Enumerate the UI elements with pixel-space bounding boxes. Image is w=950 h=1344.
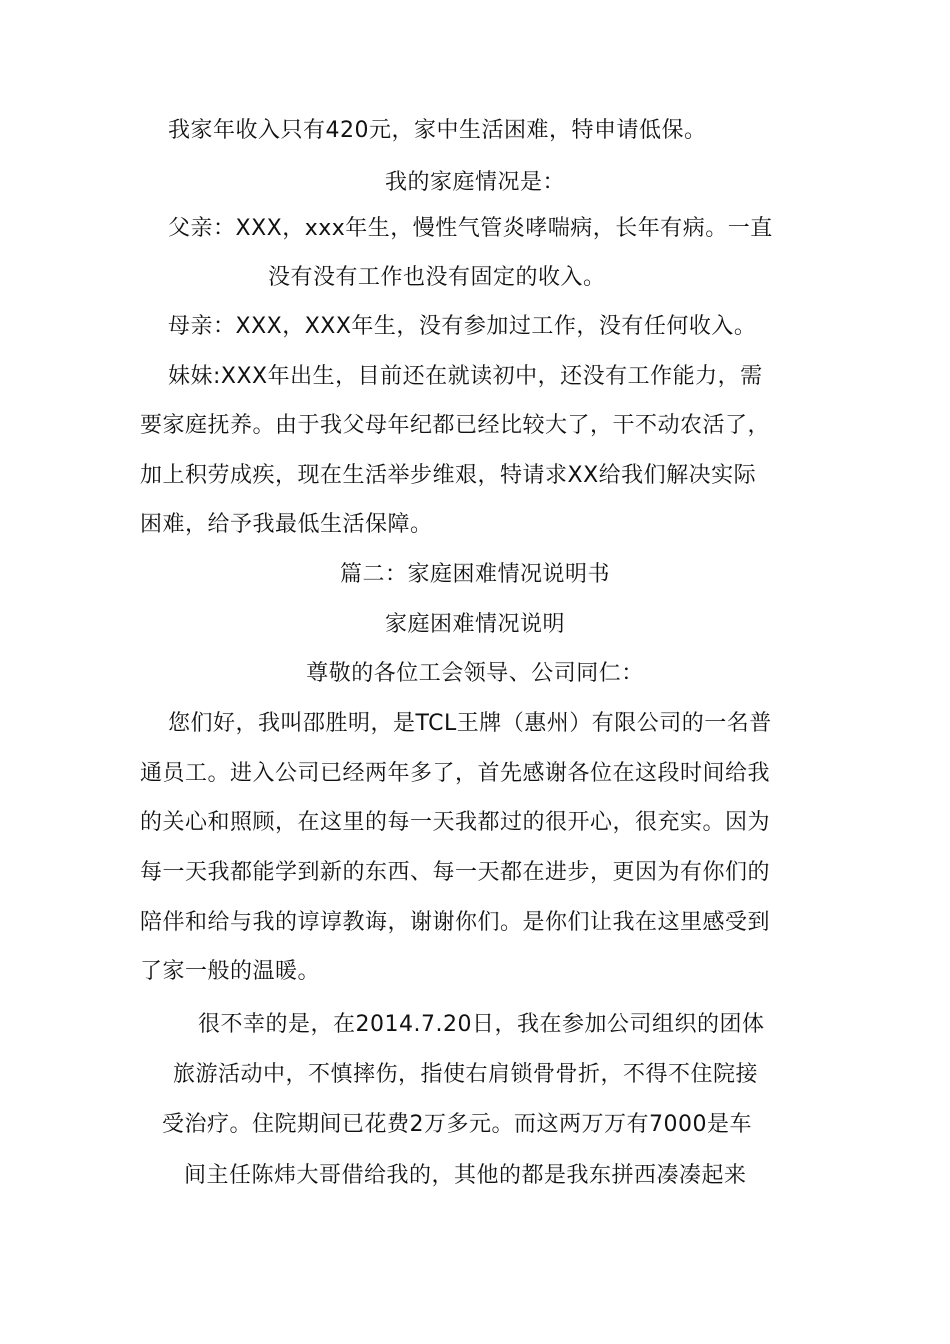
paragraph-line: 很不幸的是，在2014.7.20日，我在参加公司组织的团体 <box>198 1012 765 1037</box>
paragraph-line: 旅游活动中，不慎摔伤，指使右肩锁骨骨折，不得不住院接 <box>173 1062 759 1087</box>
paragraph-line: 您们好，我叫邵胜明，是TCL王牌（惠州）有限公司的一名普 <box>168 711 772 736</box>
salutation: 尊敬的各位工会领导、公司同仁： <box>306 661 644 686</box>
paragraph-line: 的关心和照顾，在这里的每一天我都过的很开心，很充实。因为 <box>140 810 771 835</box>
paragraph-line: 我家年收入只有420元，家中生活困难，特申请低保。 <box>168 118 707 143</box>
paragraph-line: 每一天我都能学到新的东西、每一天都在进步，更因为有你们的 <box>140 860 771 885</box>
paragraph-line: 了家一般的温暖。 <box>140 959 321 984</box>
paragraph-line: 受治疗。住院期间已花费2万多元。而这两万万有7000是车 <box>162 1112 752 1137</box>
paragraph-line: 间主任陈炜大哥借给我的，其他的都是我东拼西凑凑起来 <box>184 1163 747 1188</box>
section-heading: 我的家庭情况是： <box>384 170 565 195</box>
paragraph-line: 母亲：XXX，XXX年生，没有参加过工作，没有任何收入。 <box>168 314 757 339</box>
paragraph-line: 没有没有工作也没有固定的收入。 <box>268 265 606 290</box>
paragraph-line: 通员工。进入公司已经两年多了，首先感谢各位在这段时间给我 <box>140 761 771 786</box>
paragraph-line: 父亲：XXX，xxx年生，慢性气管炎哮喘病，长年有病。一直 <box>168 216 773 241</box>
paragraph-line: 困难，给予我最低生活保障。 <box>140 512 433 537</box>
paragraph-line: 陪伴和给与我的谆谆教诲，谢谢你们。是你们让我在这里感受到 <box>140 910 771 935</box>
paragraph-line: 要家庭抚养。由于我父母年纪都已经比较大了，干不动农活了， <box>140 413 771 438</box>
paragraph-line: 加上积劳成疾，现在生活举步维艰，特请求XX给我们解决实际 <box>140 463 757 488</box>
document-title: 家庭困难情况说明 <box>384 612 565 637</box>
article-title: 篇二：家庭困难情况说明书 <box>339 562 610 587</box>
paragraph-line: 妹妹:XXX年出生，目前还在就读初中，还没有工作能力，需 <box>168 364 763 389</box>
